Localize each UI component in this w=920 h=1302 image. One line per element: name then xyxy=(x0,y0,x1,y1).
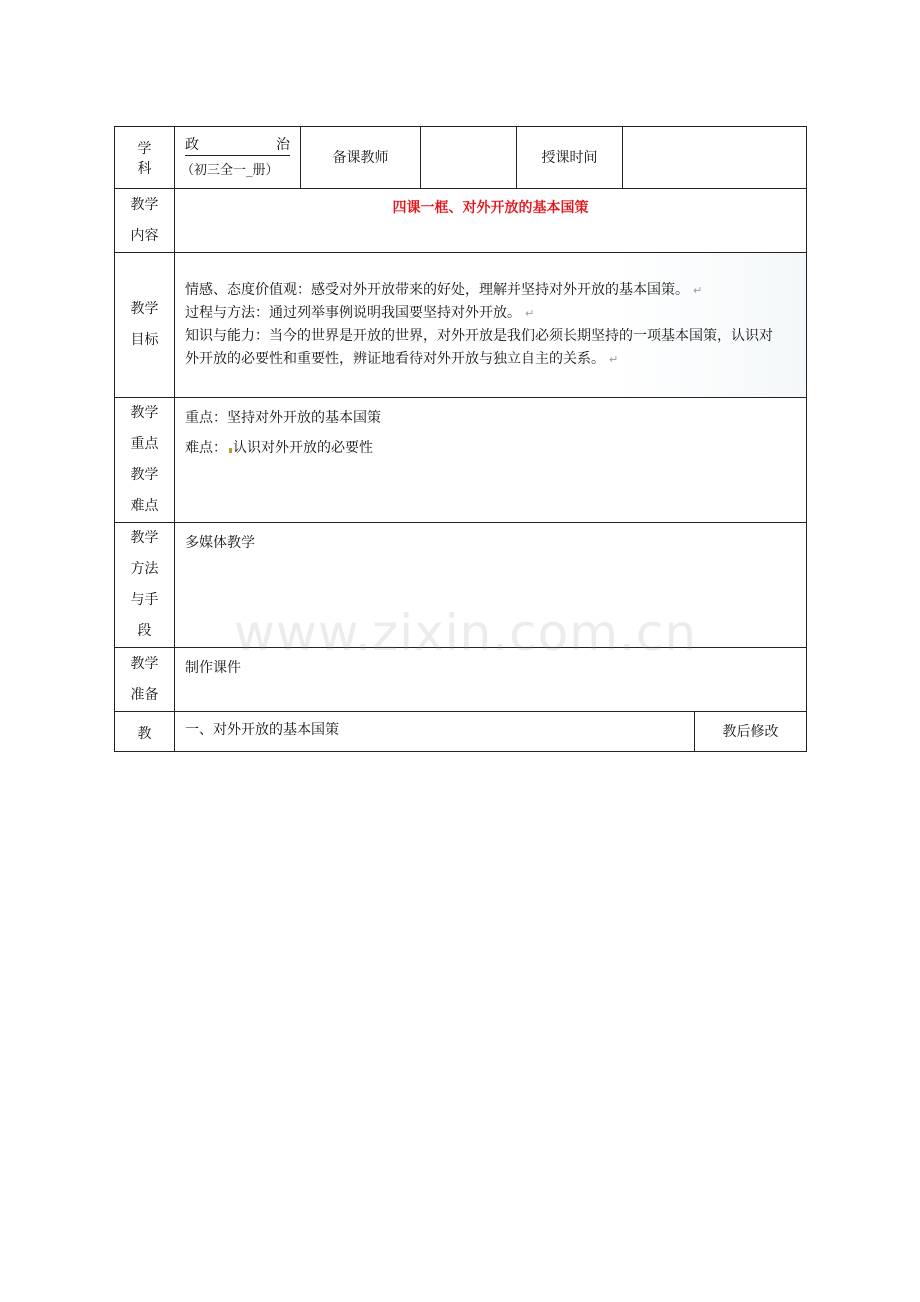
watermark: www.zixin.com.cn xyxy=(234,604,698,662)
goals-label-line: 目标 xyxy=(130,332,159,348)
teacher-label: 备课教师 xyxy=(301,127,421,189)
method-label-line: 段 xyxy=(137,623,152,639)
focus-label-line: 教学 xyxy=(130,405,159,421)
method-label-line: 教学 xyxy=(130,530,159,546)
return-mark: ↵ xyxy=(525,307,535,320)
content-label-line: 内容 xyxy=(130,227,159,244)
prep-content: 制作课件 xyxy=(175,648,807,712)
key-point: 重点：坚持对外开放的基本国策 xyxy=(185,410,381,426)
goals-label xyxy=(115,253,175,398)
process-content: 一、对外开放的基本国策 xyxy=(175,712,695,752)
prep-label-line: 准备 xyxy=(130,686,159,703)
revision-label: 教后修改 xyxy=(695,712,807,752)
content-row xyxy=(115,189,807,253)
teacher-value xyxy=(421,127,517,189)
goals-label-line: 教学 xyxy=(130,301,159,317)
method-label-line: 方法 xyxy=(130,561,159,577)
prep-row xyxy=(115,648,807,712)
goals-row xyxy=(115,253,807,398)
goals-content xyxy=(175,253,807,398)
time-value xyxy=(623,127,807,189)
subject-value-a: 政 xyxy=(185,137,199,153)
content-label xyxy=(115,189,175,253)
subject-value xyxy=(175,127,301,189)
focus-label-line: 难点 xyxy=(130,498,159,514)
focus-label xyxy=(115,398,175,523)
method-label xyxy=(115,523,175,648)
lesson-plan-table xyxy=(114,126,807,752)
focus-label-line: 教学 xyxy=(130,467,159,483)
method-row xyxy=(115,523,807,648)
return-mark: ↵ xyxy=(693,284,703,297)
goal-line: 过程与方法：通过列举事例说明我国要坚持对外开放。 ↵ xyxy=(185,305,535,321)
process-row xyxy=(115,712,807,752)
prep-label-line: 教学 xyxy=(130,655,159,672)
content-label-line: 教学 xyxy=(130,196,159,213)
subject-value-b: 治 xyxy=(276,137,290,153)
time-label: 授课时间 xyxy=(517,127,623,189)
subject-label: 学 科 xyxy=(115,127,175,189)
goal-line: 知识与能力：当今的世界是开放的世界，对外开放是我们必须长期坚持的一项基本国策，认识对外开放的必要性和重要性，辨证地看待对外开放与独立自主的关系。 ↵ xyxy=(185,328,773,367)
method-content: 多媒体教学 xyxy=(175,523,807,648)
focus-row xyxy=(115,398,807,523)
focus-content xyxy=(175,398,807,523)
prep-label xyxy=(115,648,175,712)
difficulty: 难点： 认识对外开放的必要性 xyxy=(185,440,373,456)
focus-label-line: 重点 xyxy=(130,436,159,452)
subject-grade: （初三全一_册） xyxy=(181,163,279,178)
return-mark: ↵ xyxy=(609,353,619,366)
marker-dot xyxy=(229,448,232,453)
header-row xyxy=(115,127,807,189)
lesson-title: 四课一框、对外开放的基本国策 xyxy=(175,189,807,253)
goal-line: 情感、态度价值观：感受对外开放带来的好处，理解并坚持对外开放的基本国策。 ↵ xyxy=(185,282,703,298)
process-label: 教 xyxy=(115,712,175,752)
method-label-line: 与手 xyxy=(130,592,159,608)
